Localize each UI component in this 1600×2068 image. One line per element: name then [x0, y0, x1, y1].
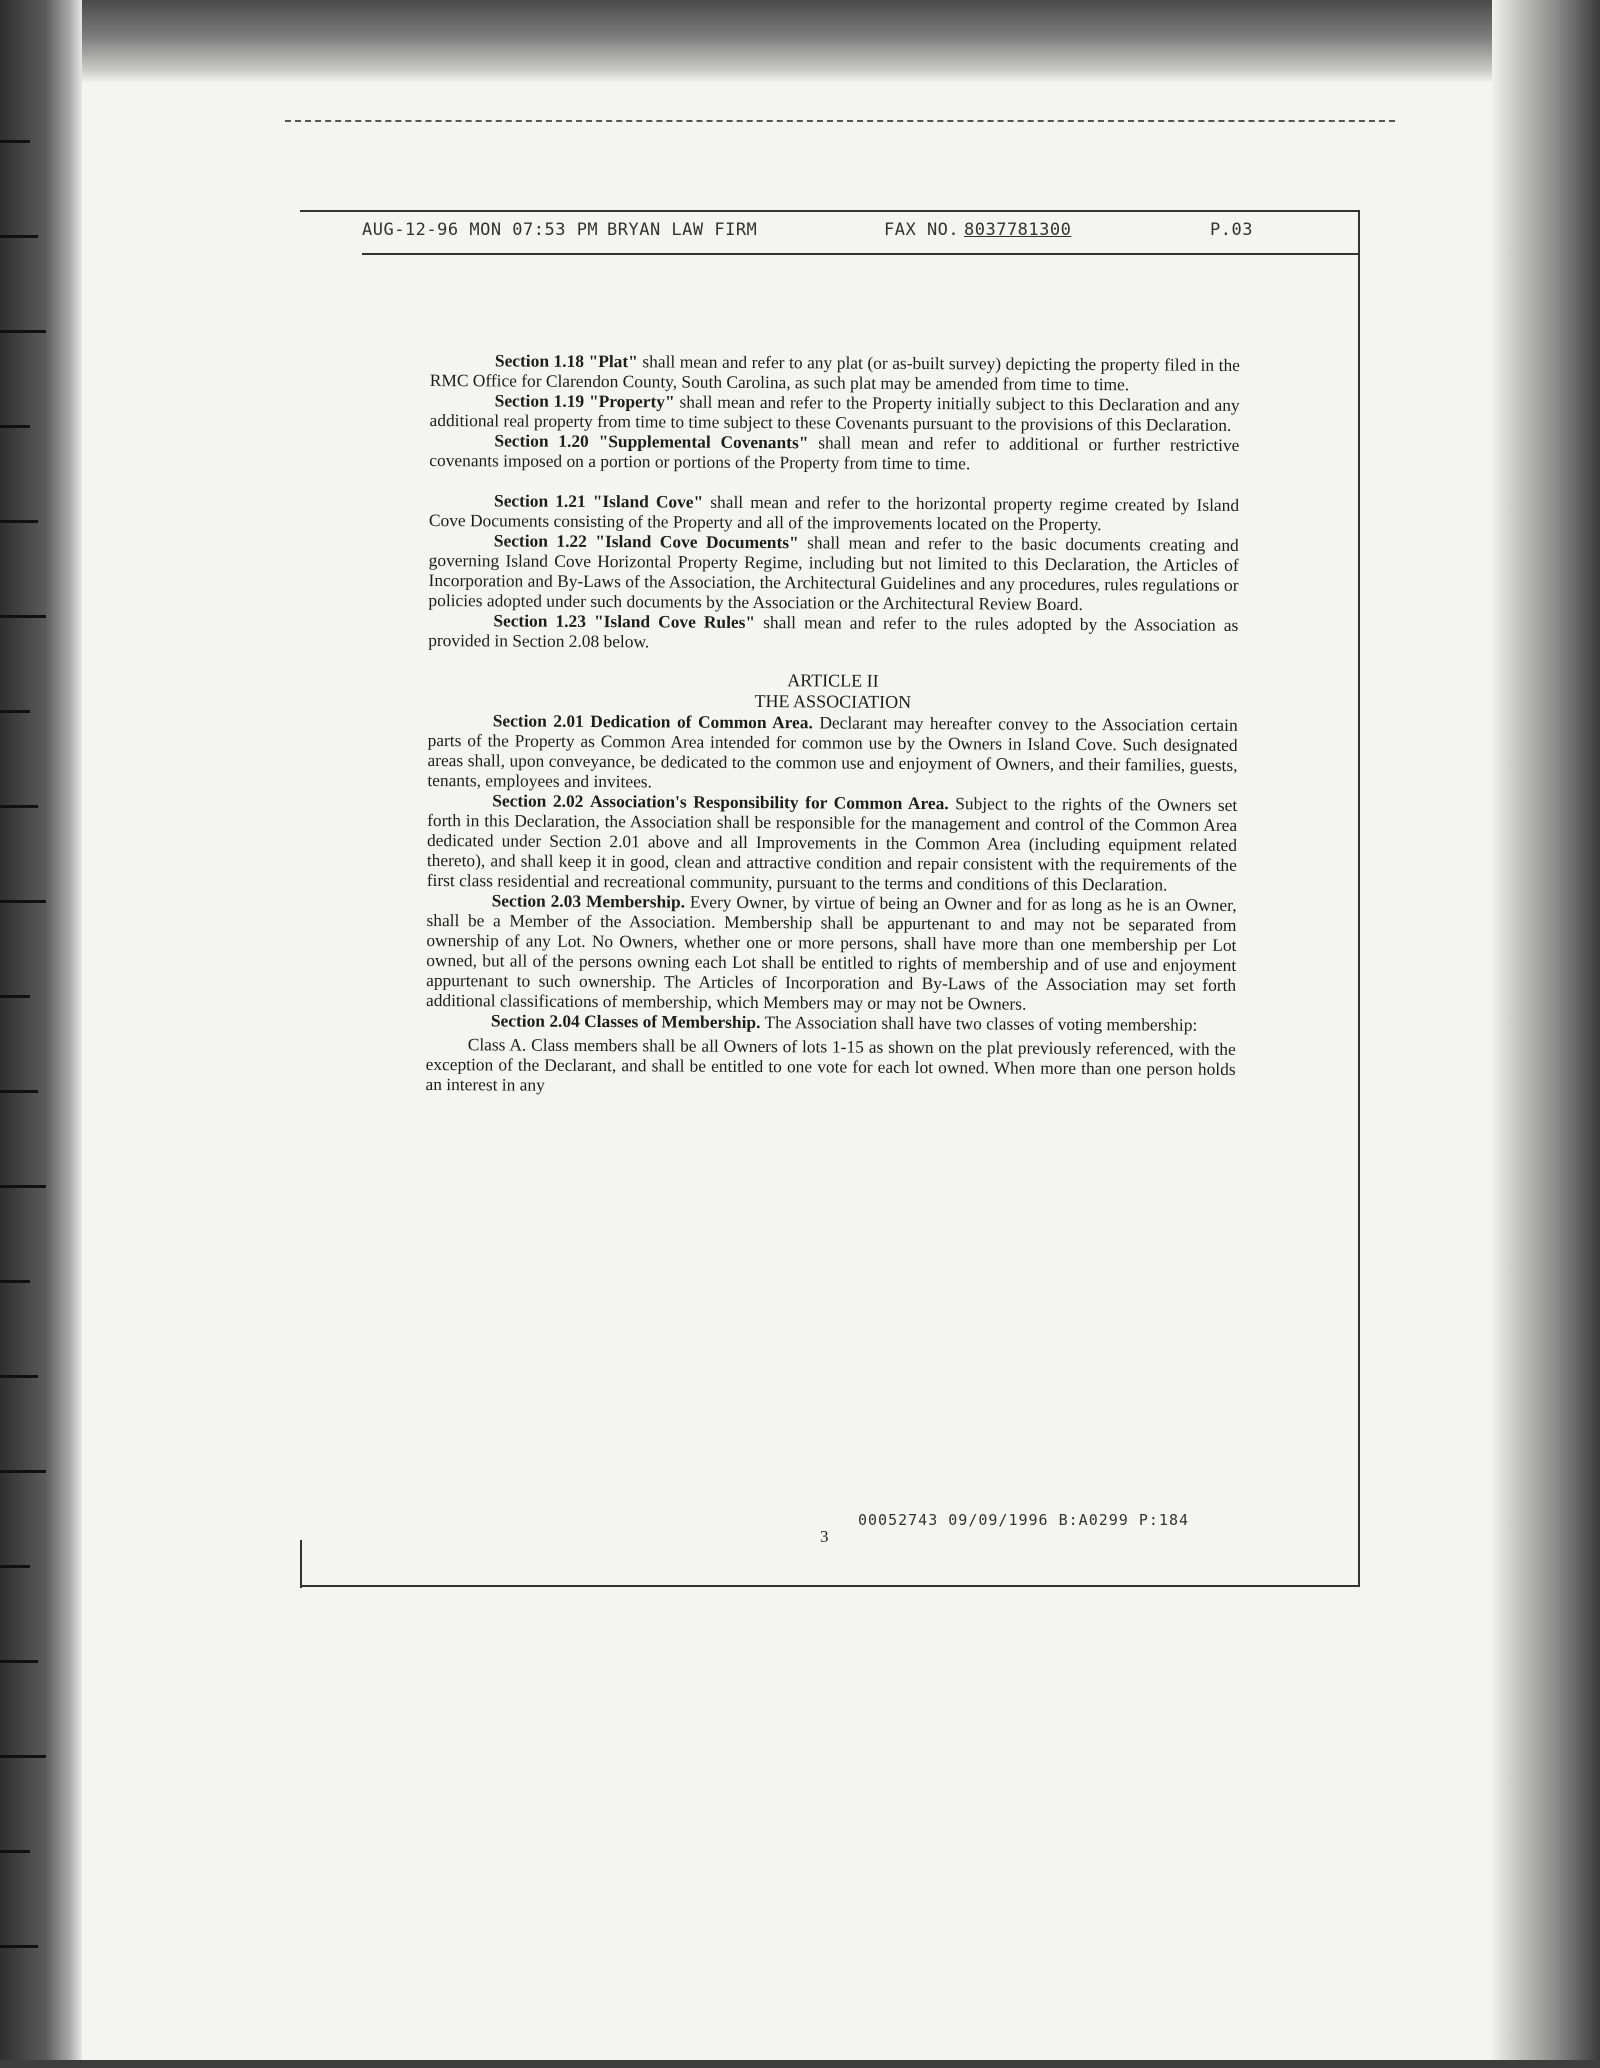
binding-tick [0, 520, 38, 523]
class-a-label: Class A. [467, 1034, 527, 1055]
section-1-21 [429, 490, 1239, 535]
section-text: shall mean and refer to any plat (or as-built survey) depicting the property filed in the RMC Office for Clarendon County, South Carolina, as such plat may be amended from time to time. [429, 351, 1240, 395]
binding-tick [0, 140, 30, 143]
scan-shadow-top [0, 0, 1600, 82]
binding-tick [0, 900, 46, 903]
fax-frame-left [300, 1540, 302, 1588]
binding-tick [0, 1185, 46, 1188]
fax-sender: BRYAN LAW FIRM [607, 220, 758, 240]
section-heading: Section 1.23 [493, 610, 587, 631]
fax-header [362, 220, 1282, 248]
binding-tick [0, 235, 38, 238]
class-a-paragraph [425, 1034, 1235, 1099]
section-term: "Island Cove Rules" [593, 611, 756, 632]
section-text: shall mean and refer to additional or further restrictive covenants imposed on a portion or portions of the Property from time to time. [429, 432, 1240, 474]
recording-stamp: 00052743 09/09/1996 B:A0299 P:184 [858, 1511, 1190, 1529]
section-heading: Section 2.02 [492, 790, 584, 811]
section-heading: Section 1.20 [494, 430, 589, 451]
binding-tick [0, 615, 46, 618]
fax-number: 8037781300 [964, 220, 1072, 240]
section-2-04 [426, 1010, 1236, 1035]
fax-frame-top [300, 210, 1360, 212]
binding-tick [0, 1090, 38, 1093]
section-heading: Section 2.04 [490, 1010, 580, 1031]
fax-frame-right [1358, 210, 1360, 1585]
section-text: shall mean and refer to the Property initially subject to this Declaration and any additional real property from time to time subject to these Covenants pursuant to the provisions of this Declaration. [429, 391, 1240, 435]
binding-tick [0, 330, 46, 333]
section-term: Membership. [585, 890, 686, 912]
section-text: shall mean and refer to the horizontal property regime created by Island Cove Documents consisting of the Property and all of the improvements located on the Property. [428, 491, 1240, 535]
section-term: Classes of Membership. [584, 1010, 761, 1033]
section-heading: Section 1.19 [494, 390, 585, 411]
page-number: 3 [820, 1527, 829, 1546]
section-heading: Section 1.21 [494, 490, 586, 511]
fax-frame-bottom [300, 1585, 1360, 1587]
top-dash-line [285, 120, 1395, 122]
article-heading [428, 668, 1238, 715]
binding-tick [0, 1470, 46, 1473]
section-1-23 [428, 610, 1238, 655]
binding-tick [0, 995, 30, 998]
section-text: shall mean and refer to the rules adopted by the Association as provided in Section 2.08 below. [428, 612, 1239, 652]
section-1-19 [430, 390, 1240, 435]
section-term: "Island Cove" [592, 490, 704, 512]
binding-tick [0, 1850, 30, 1853]
fax-date-time: AUG-12-96 MON 07:53 PM [362, 220, 599, 240]
binding-tick [0, 1565, 30, 1568]
binding-tick [0, 1660, 38, 1663]
article-title: THE ASSOCIATION [754, 690, 912, 712]
section-text: The Association shall have two classes of voting membership: [764, 1012, 1198, 1035]
section-heading: Section 1.22 [493, 530, 587, 551]
section-text: Every Owner, by virtue of being an Owner and for as long as he is an Owner, shall be a Member of the Association. Membership shall be appurtenant to and may not be separated from ownership of any Lot. No Owners, whether one or more persons, shall have more than one membership per Lot owned, but all of the persons owning each Lot shall be entitled to rights of membership and of use and enjoyment appurtenant to such ownership. The Articles of Incorporation and By-Laws of the Association may set forth additional classifications of membership, which Members may or may not be Owners. [425, 891, 1237, 1014]
binding-tick [0, 1945, 38, 1948]
binding-tick [0, 805, 38, 808]
class-a-text: Class members shall be all Owners of lots 1-15 as shown on the plat previously referenced, with the exception of the Declarant, and shall be entitled to one vote for each lot owned. When more than one person holds an interest in any [425, 1034, 1236, 1095]
section-text: shall mean and refer to the basic documents creating and governing Island Cove Horizontal Property Regime, including but not limited to this Declaration, the Articles of Incorporation and By-Laws of the Association, the Architectural Guidelines and any procedures, rules regulations or policies adopted under such documents by the Association or the Architectural Review Board. [428, 532, 1239, 614]
section-term: Dedication of Common Area. [590, 710, 813, 733]
section-1-18 [430, 350, 1240, 395]
section-term: "Plat" [588, 350, 638, 372]
binding-tick [0, 1280, 30, 1283]
section-heading: Section 2.01 [492, 710, 584, 731]
binding-tick [0, 425, 30, 428]
section-term: "Supplemental Covenants" [598, 431, 809, 453]
article-number: ARTICLE II [787, 670, 879, 691]
section-term: "Property" [588, 390, 675, 412]
section-text: Subject to the rights of the Owners set forth in this Declaration, the Association shall be responsible for the management and control of the Common Area dedicated under Section 2.01 above and all Improvements in the Common Area (including equipment related thereto), and shall keep it in good, clean and attractive condition and repair consistent with the requirements of the first class residential and recreational community, pursuant to the terms and conditions of this Declaration. [426, 793, 1238, 895]
section-term: Association's Responsibility for Common Area. [589, 790, 949, 814]
binding-tick [0, 1375, 38, 1378]
fax-number-label: FAX NO. [884, 220, 960, 240]
section-heading: Section 1.18 [494, 350, 585, 371]
section-term: "Island Cove Documents" [595, 531, 799, 553]
section-text: Declarant may hereafter convey to the Association certain parts of the Property as Common Area intended for common use by the Owners in Island Cove. Such designated areas shall, upon conveyance, be dedicated to the common use and enjoyment of Owners, and their families, guests, tenants, employees and invitees. [427, 712, 1238, 792]
section-2-01 [427, 710, 1237, 795]
binding-tick [0, 1755, 46, 1758]
section-1-22 [428, 530, 1238, 615]
fax-page: P.03 [1210, 220, 1253, 240]
header-rule [362, 253, 1358, 255]
scan-shadow-right [1492, 0, 1600, 2068]
scan-shadow-bottom [0, 2060, 1600, 2068]
document-body [425, 350, 1240, 1099]
section-heading: Section 2.03 [491, 890, 582, 911]
section-2-03 [426, 890, 1237, 1015]
binding-tick [0, 710, 30, 713]
section-1-20 [429, 430, 1239, 475]
section-2-02 [427, 790, 1238, 895]
